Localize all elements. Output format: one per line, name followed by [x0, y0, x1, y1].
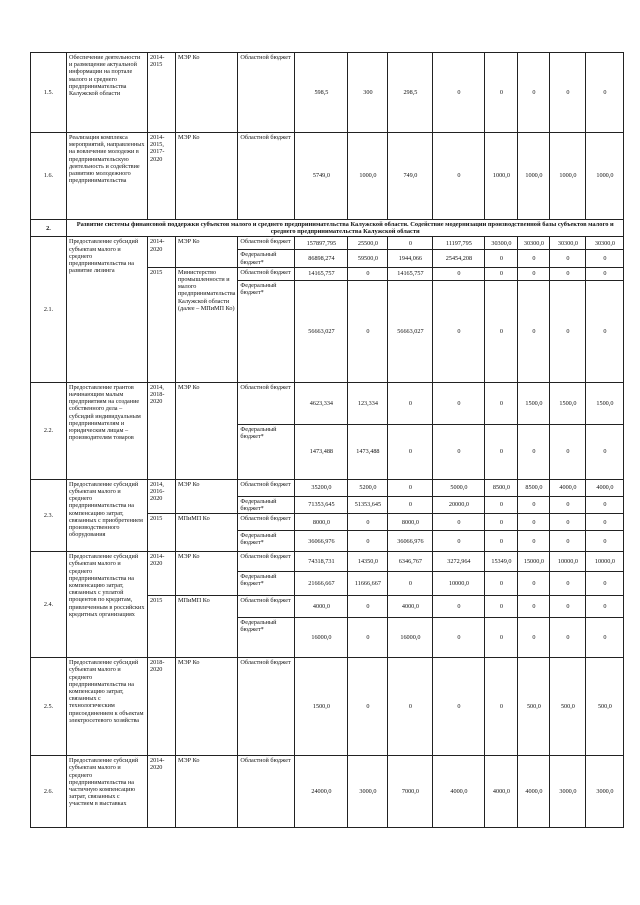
table-cell: 1000,0 [586, 133, 624, 220]
table-cell: 15349,0 [485, 552, 518, 572]
table-cell: Областной бюджет [238, 756, 295, 828]
table-cell: 6346,767 [388, 552, 433, 572]
table-cell: 0 [485, 267, 518, 280]
table-cell: 298,5 [388, 53, 433, 133]
table-cell: 0 [518, 280, 550, 382]
table-cell: 2014-2020 [148, 756, 176, 828]
table-cell: 10000,0 [586, 552, 624, 572]
table-cell: 1500,0 [518, 382, 550, 424]
table-cell: 8500,0 [485, 479, 518, 496]
table-cell: 1500,0 [586, 382, 624, 424]
table-cell: 1500,0 [295, 658, 348, 756]
table-body [31, 53, 624, 828]
table-cell: 0 [550, 572, 586, 596]
table-cell: 0 [388, 237, 433, 250]
table-cell: МЭР Ко [176, 53, 238, 133]
table-cell: 3000,0 [550, 756, 586, 828]
table-cell: 300 [348, 53, 388, 133]
table-cell: Федеральный бюджет* [238, 424, 295, 479]
table-cell: 2014-2015 [148, 53, 176, 133]
table-cell: МЭР Ко [176, 133, 238, 220]
table-cell: 0 [485, 250, 518, 267]
table-cell: 598,5 [295, 53, 348, 133]
table-cell: Федеральный бюджет* [238, 280, 295, 382]
table-cell: 0 [518, 596, 550, 618]
table-cell: 0 [518, 572, 550, 596]
table-cell: 0 [518, 514, 550, 531]
table-cell: 1473,488 [348, 424, 388, 479]
table-cell: 2.1. [31, 237, 67, 382]
table-cell: 749,0 [388, 133, 433, 220]
table-cell: 0 [388, 572, 433, 596]
table-cell: 16000,0 [295, 618, 348, 658]
table-cell: 0 [388, 479, 433, 496]
table-cell: 0 [485, 531, 518, 552]
table-cell: 0 [550, 496, 586, 513]
table-cell: 11197,795 [433, 237, 485, 250]
table-cell: Предоставление субсидий субъектам малого и среднего предпринимательства на компенсацию затрат, связанных с технологическим присоединением к объектам электросетевого хозяйства [67, 658, 148, 756]
table-cell: 2015 [148, 267, 176, 382]
table-cell: 0 [388, 382, 433, 424]
table-cell: 0 [586, 496, 624, 513]
table-cell: 4000,0 [550, 479, 586, 496]
table-cell: 51353,645 [348, 496, 388, 513]
table-cell: 10000,0 [550, 552, 586, 572]
table-row [31, 53, 624, 133]
table-cell: Предоставление субсидий субъектам малого и среднего предпринимательства на частичную компенсацию затрат, связанных с участием в выставках [67, 756, 148, 828]
table-cell: 1000,0 [550, 133, 586, 220]
table-cell: 1.6. [31, 133, 67, 220]
table-cell: 2. [31, 220, 67, 237]
table-cell: 4000,0 [518, 756, 550, 828]
table-cell: 2.6. [31, 756, 67, 828]
table-cell: 2.5. [31, 658, 67, 756]
table-cell: Федеральный бюджет* [238, 572, 295, 596]
table-cell: 0 [433, 424, 485, 479]
table-cell: 0 [433, 596, 485, 618]
table-cell: 0 [586, 424, 624, 479]
table-cell: 0 [485, 514, 518, 531]
table-cell: 0 [348, 618, 388, 658]
program-funding-table [30, 52, 624, 828]
table-cell: 1500,0 [550, 382, 586, 424]
table-cell: 0 [388, 658, 433, 756]
table-cell: 0 [586, 618, 624, 658]
table-cell: 2014, 2016-2020 [148, 479, 176, 513]
table-cell: 0 [518, 424, 550, 479]
table-cell: 0 [433, 531, 485, 552]
table-cell: 0 [518, 53, 550, 133]
table-cell: Обеспечение деятельности и размещение актуальной информации на портале малого и среднего предпринимательства Калужской области [67, 53, 148, 133]
table-cell: 5749,0 [295, 133, 348, 220]
table-cell: Областной бюджет [238, 237, 295, 250]
table-cell: 0 [433, 382, 485, 424]
table-row [31, 552, 624, 572]
table-cell: 0 [485, 496, 518, 513]
table-cell: 25500,0 [348, 237, 388, 250]
table-cell: 123,334 [348, 382, 388, 424]
table-cell: 0 [388, 496, 433, 513]
table-cell: 0 [550, 618, 586, 658]
table-cell: 0 [550, 514, 586, 531]
table-cell: 0 [518, 250, 550, 267]
table-cell: 0 [518, 267, 550, 280]
table-cell: 0 [485, 53, 518, 133]
table-cell: 2014-2020 [148, 237, 176, 267]
table-cell: 36066,976 [388, 531, 433, 552]
table-cell: 35200,0 [295, 479, 348, 496]
table-cell: 0 [550, 53, 586, 133]
table-cell: Областной бюджет [238, 382, 295, 424]
table-row [31, 756, 624, 828]
table-cell: Предоставление субсидий субъектам малого и среднего предпринимательства на компенсацию затрат, связанных с приобретением производственного оборудования [67, 479, 148, 551]
table-cell: 500,0 [550, 658, 586, 756]
table-cell: 0 [586, 531, 624, 552]
table-cell: 4000,0 [485, 756, 518, 828]
table-row [31, 220, 624, 237]
table-cell: 2018-2020 [148, 658, 176, 756]
table-cell: Областной бюджет [238, 133, 295, 220]
table-cell: 0 [586, 514, 624, 531]
table-cell: 2015 [148, 514, 176, 552]
table-cell: 0 [433, 618, 485, 658]
table-cell: Федеральный бюджет* [238, 250, 295, 267]
table-cell: Областной бюджет [238, 658, 295, 756]
table-cell: 0 [348, 531, 388, 552]
table-cell: 4000,0 [586, 479, 624, 496]
table-cell: 0 [485, 572, 518, 596]
table-cell: 0 [433, 267, 485, 280]
table-cell: МЭР Ко [176, 382, 238, 479]
table-cell: Федеральный бюджет* [238, 618, 295, 658]
table-cell: 0 [433, 53, 485, 133]
table-cell: 1944,066 [388, 250, 433, 267]
table-cell: 2015 [148, 596, 176, 658]
table-cell: 2.3. [31, 479, 67, 551]
table-cell: 0 [485, 596, 518, 618]
table-cell: 4000,0 [433, 756, 485, 828]
table-cell: Предоставление грантов начинающим малым предприятиям на создание собственного дела – субсидий индивидуальным предпринимателям и юридическим лицам – производителям товаров [67, 382, 148, 479]
table-cell: 0 [550, 250, 586, 267]
table-cell: Областной бюджет [238, 267, 295, 280]
table-cell: Областной бюджет [238, 53, 295, 133]
table-cell: Предоставление субсидий субъектам малого и среднего предпринимательства на развитие лизинга [67, 237, 148, 382]
table-cell: 1000,0 [348, 133, 388, 220]
table-cell: 2014-2015, 2017-2020 [148, 133, 176, 220]
table-cell: 0 [586, 280, 624, 382]
table-cell: 74318,731 [295, 552, 348, 572]
table-cell: Областной бюджет [238, 479, 295, 496]
table-cell: 59500,0 [348, 250, 388, 267]
table-cell: 0 [550, 531, 586, 552]
table-cell: 20000,0 [433, 496, 485, 513]
table-cell: 0 [348, 658, 388, 756]
table-cell: 0 [550, 280, 586, 382]
table-cell: 2014, 2018-2020 [148, 382, 176, 479]
table-cell: МПиМП Ко [176, 514, 238, 552]
table-cell: 4000,0 [388, 596, 433, 618]
table-cell: 0 [433, 133, 485, 220]
table-cell: 1000,0 [485, 133, 518, 220]
table-cell: 2.2. [31, 382, 67, 479]
table-cell: Областной бюджет [238, 514, 295, 531]
table-cell: 4000,0 [295, 596, 348, 618]
table-cell: 0 [348, 267, 388, 280]
table-cell: 500,0 [518, 658, 550, 756]
table-cell: 8000,0 [388, 514, 433, 531]
table-cell: 56663,027 [388, 280, 433, 382]
table-cell: Областной бюджет [238, 596, 295, 618]
table-cell: 30300,0 [550, 237, 586, 250]
table-cell: 0 [388, 424, 433, 479]
table-cell: 30300,0 [586, 237, 624, 250]
table-cell: 71353,645 [295, 496, 348, 513]
table-cell: 5200,0 [348, 479, 388, 496]
table-cell: Областной бюджет [238, 552, 295, 572]
table-cell: Реализация комплекса мероприятий, направленных на вовлечение молодежи в предпринимательскую деятельность и содействие развитию молодежного предпринимательства [67, 133, 148, 220]
table-cell: 1473,488 [295, 424, 348, 479]
table-cell: 10000,0 [433, 572, 485, 596]
table-cell: 0 [485, 424, 518, 479]
table-cell: 25454,208 [433, 250, 485, 267]
table-cell: 14165,757 [295, 267, 348, 280]
table-row [31, 237, 624, 250]
table-cell: 0 [485, 658, 518, 756]
table-cell: 30300,0 [518, 237, 550, 250]
table-cell: МЭР Ко [176, 658, 238, 756]
table-cell: 7000,0 [388, 756, 433, 828]
table-cell: МПиМП Ко [176, 596, 238, 658]
table-cell: Министерство промышленности и малого предпринимательства Калужской области (далее – МПиМП Ко) [176, 267, 238, 382]
table-cell: 8500,0 [518, 479, 550, 496]
table-cell: МЭР Ко [176, 479, 238, 513]
table-cell: 16000,0 [388, 618, 433, 658]
table-cell: 0 [586, 572, 624, 596]
table-cell: Предоставление субсидий субъектам малого и среднего предпринимательства на компенсацию затрат, связанных с уплатой процентов по кредитам, привлеченным в российских кредитных организациях [67, 552, 148, 658]
table-cell: 0 [550, 424, 586, 479]
table-cell: 0 [586, 267, 624, 280]
table-cell: 0 [348, 514, 388, 531]
table-row [31, 479, 624, 496]
table-cell: 1000,0 [518, 133, 550, 220]
table-cell: 4623,334 [295, 382, 348, 424]
table-cell: 0 [586, 596, 624, 618]
table-cell: МЭР Ко [176, 552, 238, 596]
table-cell: 14350,0 [348, 552, 388, 572]
table-cell: 0 [586, 53, 624, 133]
table-cell: МЭР Ко [176, 756, 238, 828]
table-row [31, 658, 624, 756]
table-cell: 14165,757 [388, 267, 433, 280]
table-cell: Федеральный бюджет* [238, 531, 295, 552]
table-cell: 24000,0 [295, 756, 348, 828]
table-cell: 11666,667 [348, 572, 388, 596]
table-cell: 500,0 [586, 658, 624, 756]
table-cell: 2.4. [31, 552, 67, 658]
table-row [31, 133, 624, 220]
table-cell: 0 [348, 280, 388, 382]
table-cell: 56663,027 [295, 280, 348, 382]
table-cell: Развитие системы финансовой поддержки субъектов малого и среднего предпринимательства Калужской области. Содействие модернизации производственной базы субъектов малого и среднего предпринимательства Калужской области [67, 220, 624, 237]
table-cell: МЭР Ко [176, 237, 238, 267]
table-cell: 0 [433, 514, 485, 531]
table-cell: 0 [485, 618, 518, 658]
table-cell: 30300,0 [485, 237, 518, 250]
table-cell: 21666,667 [295, 572, 348, 596]
table-cell: 0 [485, 382, 518, 424]
table-cell: 0 [518, 531, 550, 552]
table-cell: 3000,0 [348, 756, 388, 828]
table-cell: 36066,976 [295, 531, 348, 552]
table-cell: 86898,274 [295, 250, 348, 267]
table-cell: 157897,795 [295, 237, 348, 250]
table-cell: 15000,0 [518, 552, 550, 572]
table-cell: 0 [518, 496, 550, 513]
table-cell: 0 [348, 596, 388, 618]
table-cell: 0 [485, 280, 518, 382]
table-cell: 0 [586, 250, 624, 267]
table-cell: 3000,0 [586, 756, 624, 828]
table-cell: Федеральный бюджет* [238, 496, 295, 513]
table-cell: 1.5. [31, 53, 67, 133]
table-cell: 2014-2020 [148, 552, 176, 596]
table-row [31, 382, 624, 424]
table-cell: 8000,0 [295, 514, 348, 531]
table-cell: 3272,964 [433, 552, 485, 572]
table-cell: 0 [518, 618, 550, 658]
table-cell: 0 [550, 267, 586, 280]
table-cell: 0 [433, 658, 485, 756]
table-cell: 5000,0 [433, 479, 485, 496]
table-cell: 0 [550, 596, 586, 618]
table-cell: 0 [433, 280, 485, 382]
